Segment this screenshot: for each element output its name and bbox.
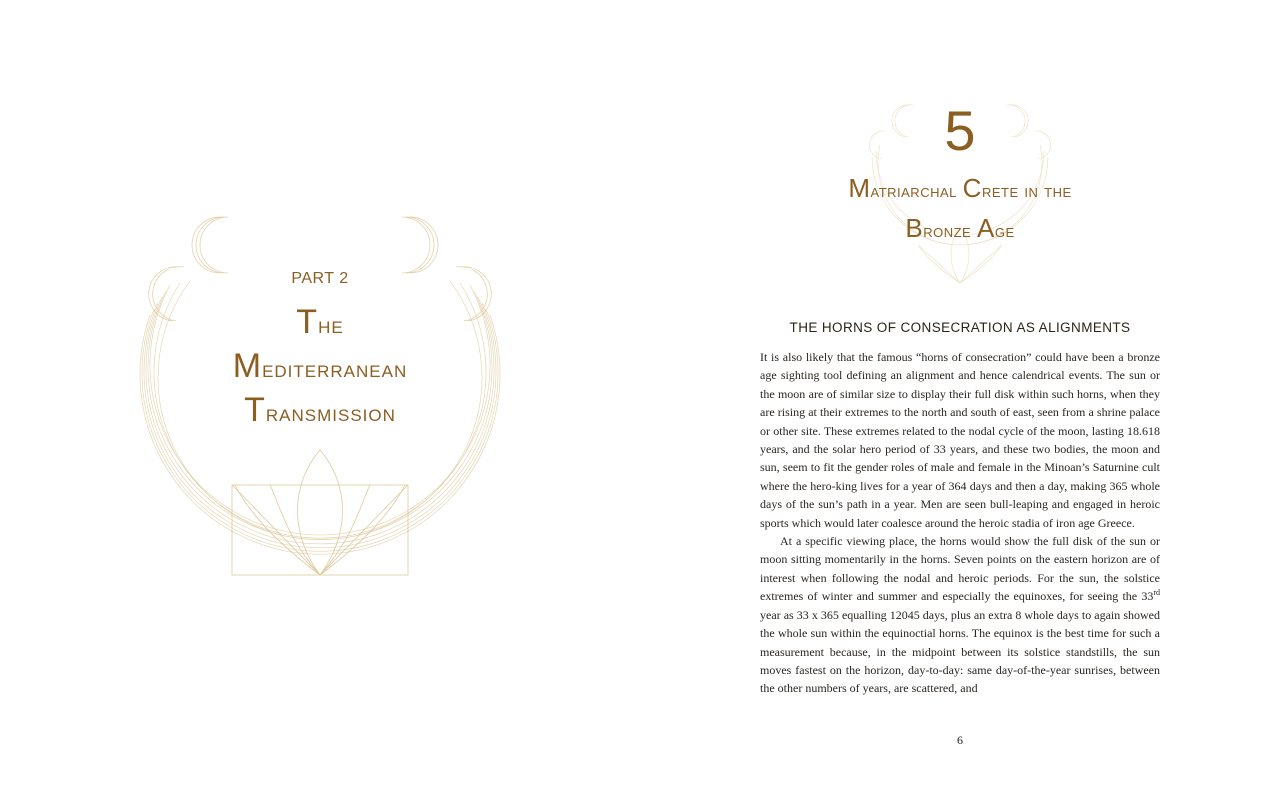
chapter-title <box>640 170 1280 250</box>
chapter-title-word: ge <box>994 221 1015 242</box>
page-number: 6 <box>957 733 963 747</box>
chapter-title-line-2 <box>640 210 1280 250</box>
right-page <box>640 0 1280 800</box>
paragraph-1: It is also likely that the famous “horns of consecration” could have been a bronze age sighting tool defining an alignment and hence calendrical events. The sun or the moon are of similar size to display their full disk within such horns, when they are rising at their extremes to the north and south of east, seen from a shrine palace or other site. These extremes related to the nodal cycle of the moon, lasting 18.618 years, and the solar hero period of 33 years, and these two bodies, the moon and sun, seem to fit the gender roles of male and female in the Minoan’s Saturnine cult where the hero-king lives for a year of 364 days and then a day, making 365 whole days of the sun’s path in a year. Men are seen bull-leaping and engaged in heroic sports which would later coalesce around the heroic stadia of iron age Greece. <box>760 350 1160 530</box>
part-title-line-1: The <box>296 303 344 341</box>
ordinal-superscript: rd <box>1153 588 1160 598</box>
chapter-title-word: atriarchal <box>870 181 957 202</box>
chapter-title-cap: M <box>848 173 871 203</box>
paragraph-2-text-b: year as 33 x 365 equalling 12045 days, plus an extra 8 whole days to again showed the whole sun within the equinoctial horns. The equinox is the best time for such a measurement because, in the midpoint between its solstice standstills, the sun moves fastest on the horizon, day-to-day: same day-of-the-year sunrises, between the other numbers of years, are scattered, and <box>760 607 1160 696</box>
body-text <box>760 348 1160 698</box>
part-title <box>0 302 640 434</box>
section-heading: THE HORNS OF CONSECRATION AS ALIGNMENTS <box>789 320 1131 335</box>
part-title-line-2: Mediterranean <box>232 347 408 385</box>
chapter-number: 5 <box>944 99 976 162</box>
chapter-title-line-1 <box>640 170 1280 210</box>
chapter-title-word: ronze <box>923 221 972 242</box>
chapter-title-word: rete in the <box>981 181 1072 202</box>
part-label: PART 2 <box>291 270 349 287</box>
part-title-line-3: Transmission <box>244 391 396 429</box>
paragraph-2 <box>760 532 1160 698</box>
chapter-title-cap: B <box>905 213 924 243</box>
chapter-title-cap: A <box>976 213 995 243</box>
paragraph-2-text-a: At a specific viewing place, the horns would show the full disk of the sun or moon sitting momentarily in the horns. Seven points on the eastern horizon are of interest when following the nodal and heroic periods. For the sun, the solstice extremes of winter and summer and especially the equinoxes, for seeing the 33 <box>760 534 1160 604</box>
chapter-title-cap: C <box>962 173 982 203</box>
